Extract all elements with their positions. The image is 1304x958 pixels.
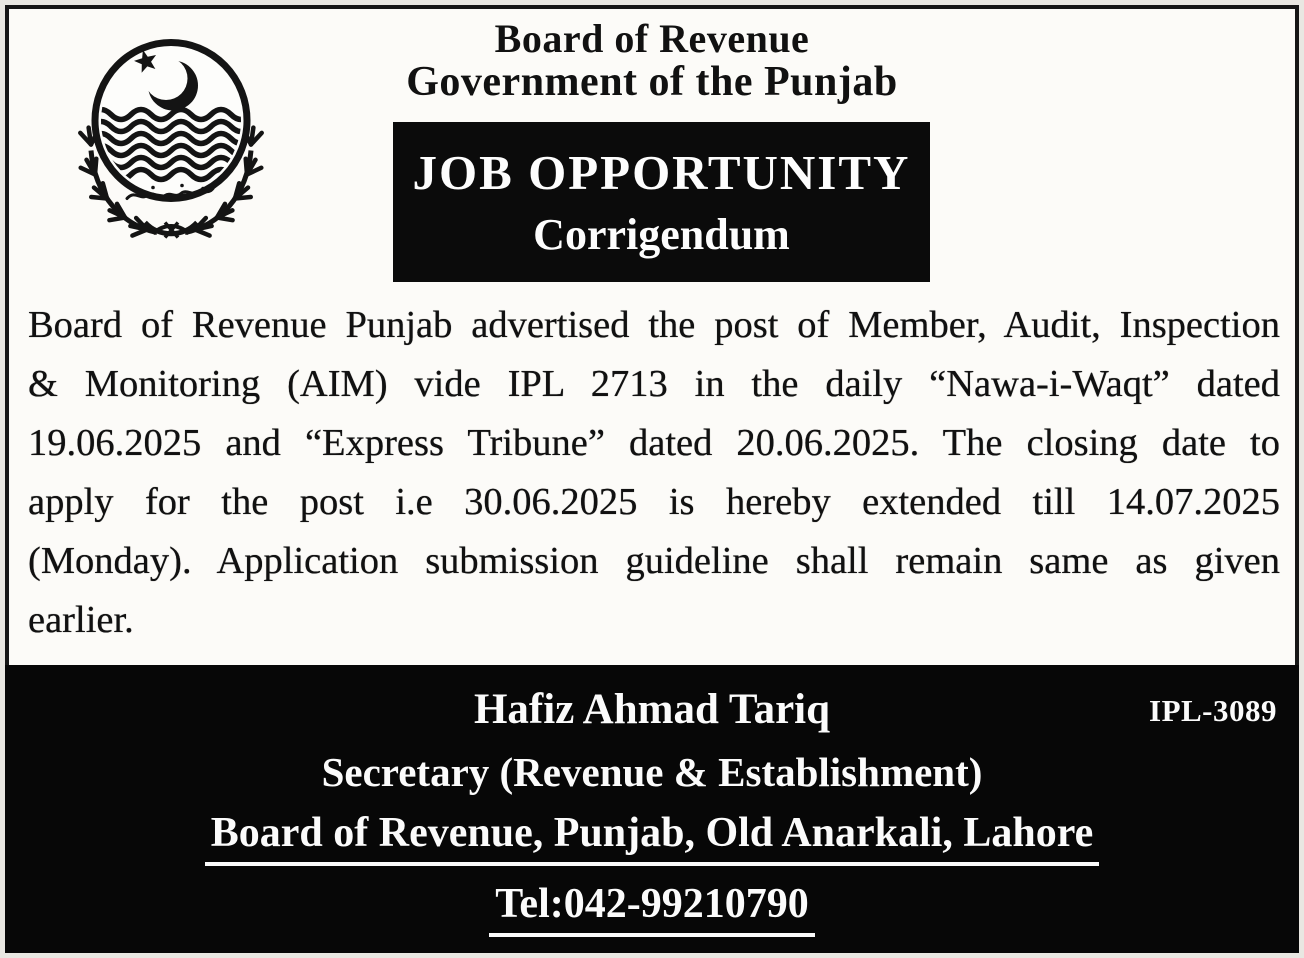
signatory-name: Hafiz Ahmad Tariq	[473, 686, 831, 733]
notice-line: earlier.	[28, 599, 134, 641]
notice-line: apply for the post i.e 30.06.2025 is hereby extended till 14.07.2025	[28, 481, 1280, 523]
notice-line: & Monitoring (AIM) vide IPL 2713 in the daily “Nawa-i-Waqt” dated	[28, 363, 1280, 405]
office-address-text: Board of Revenue, Punjab, Old Anarkali, Lahore	[205, 809, 1100, 866]
banner-subtitle: Corrigendum	[533, 209, 790, 259]
job-opportunity-banner	[393, 122, 930, 282]
banner-title: JOB OPPORTUNITY	[412, 144, 911, 200]
ad-header	[9, 17, 1295, 106]
signatory-designation: Secretary (Revenue & Establishment)	[321, 749, 983, 795]
gov-name: Government of the Punjab	[406, 59, 898, 106]
office-address	[5, 809, 1299, 866]
phone-number-text: Tel:042-99210790	[489, 880, 814, 937]
org-name: Board of Revenue	[494, 16, 810, 61]
ad-frame	[5, 5, 1299, 953]
ipl-number: IPL-3089	[1149, 693, 1277, 728]
signature-block	[5, 665, 1299, 953]
phone-number	[5, 880, 1299, 937]
notice-line: Board of Revenue Punjab advertised the post of Member, Audit, Inspection	[28, 304, 1280, 346]
notice-line: (Monday). Application submission guideline shall remain same as given	[28, 540, 1280, 582]
notice-line: 19.06.2025 and “Express Tribune” dated 20.06.2025. The closing date to	[28, 422, 1280, 464]
notice-paragraph	[28, 296, 1280, 650]
